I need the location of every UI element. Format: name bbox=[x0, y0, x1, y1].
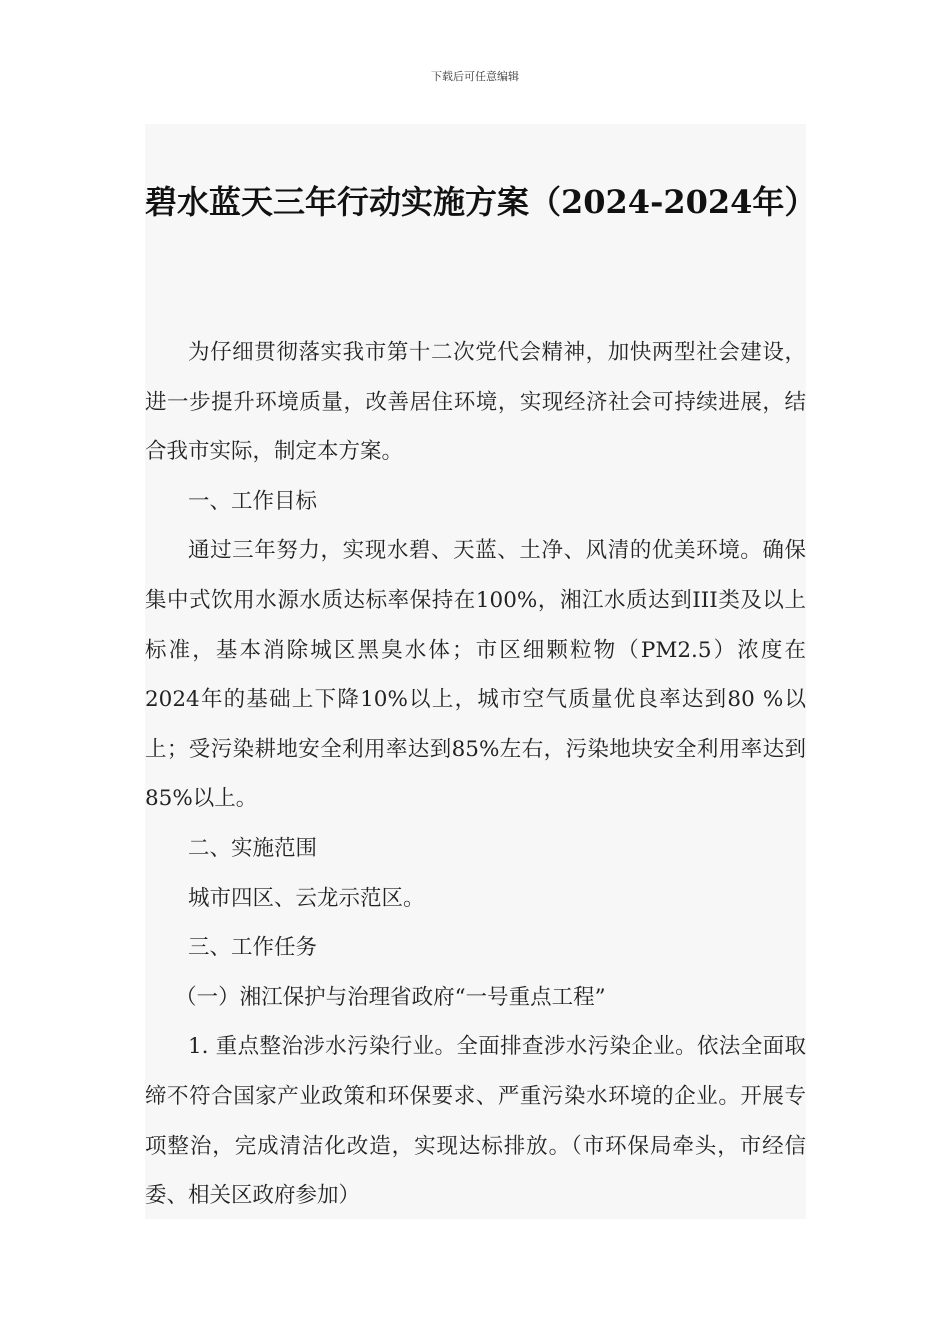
paragraph-intro: 为仔细贯彻落实我市第十二次党代会精神，加快两型社会建设，进一步提升环境质量，改善居住环境，实现经济社会可持续进展，结合我市实际，制定本方案。 bbox=[145, 340, 806, 465]
paragraph-goals: 通过三年努力，实现水碧、天蓝、土净、风清的优美环境。确保集中式饮用水源水质达标率保持在100%，湘江水质达到III类及以上标准，基本消除城区黑臭水体；市区细颗粒物（PM2.5）浓度在2024年的基础上下降10%以上，城市空气质量优良率达到80 %以上；受污染耕地安全利用率达到85%左右，污染地块安全利用率达到85%以上。 bbox=[145, 538, 806, 812]
paragraph-task-1: 1. 重点整治涉水污染行业。全面排查涉水污染企业。依法全面取缔不符合国家产业政策和环保要求、严重污染水环境的企业。开展专项整治，完成清洁化改造，实现达标排放。（市环保局牵头，市经信委、相关区政府参加） bbox=[145, 1034, 806, 1209]
section-heading-goals: 一、工作目标 bbox=[188, 488, 318, 514]
document-title: 碧水蓝天三年行动实施方案（2024-2024年） bbox=[145, 183, 817, 221]
document-body bbox=[145, 328, 806, 1221]
subsection-heading-xiangjiang: （一）湘江保护与治理省政府“一号重点工程” bbox=[175, 984, 606, 1010]
page-header-note: 下载后可任意编辑 bbox=[431, 70, 519, 83]
paragraph-scope: 城市四区、云龙示范区。 bbox=[188, 885, 425, 911]
section-heading-scope: 二、实施范围 bbox=[188, 835, 318, 861]
section-heading-tasks: 三、工作任务 bbox=[188, 935, 318, 961]
